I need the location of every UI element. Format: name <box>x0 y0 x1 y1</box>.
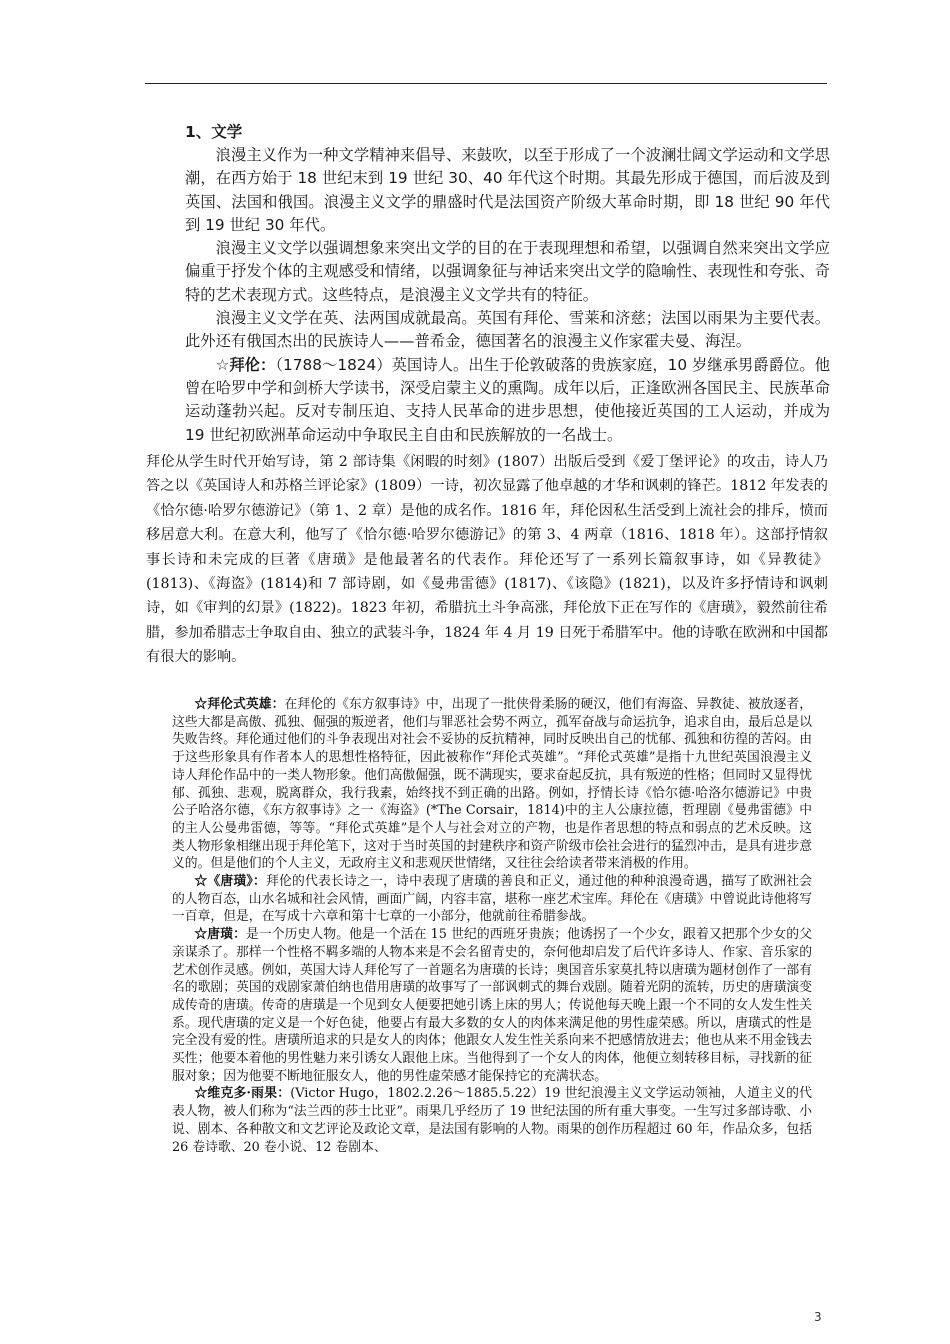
paragraph-don-juan-poem <box>172 873 812 926</box>
paragraph-romanticism-countries: 浪漫主义文学在英、法两国成就最高。英国有拜伦、雪莱和济慈；法国以雨果为主要代表。此外还有俄国杰出的民族诗人——普希金，德国著名的浪漫主义作家霍夫曼、海涅。 <box>185 309 830 351</box>
section-literature <box>185 120 830 447</box>
section-heading: 1、文学 <box>185 123 243 141</box>
paragraph-victor-hugo <box>172 1085 812 1156</box>
don-juan-poem-text: 拜伦的代表长诗之一，诗中表现了唐璜的善良和正义，通过他的种种浪漫奇遇，描写了欧洲社会的人物百态，山水名城和社会风情，画面广阔，内容丰富，堪称一座艺术宝库。拜伦在《唐璜》中曾说此诗他将写一百章，但是，在写成十六章和第十七章的一小部分，他就前往希腊参战。 <box>172 874 813 925</box>
byron-title: ☆拜伦： <box>215 355 276 374</box>
section-terms <box>172 696 812 1156</box>
byronic-hero-title: ☆拜伦式英雄： <box>194 697 285 712</box>
victor-hugo-title: ☆维克多·雨果： <box>194 1086 291 1102</box>
byron-bio-text: （1788～1824）英国诗人。出生于伦敦破落的贵族家庭，10 岁继承男爵爵位。他曾在哈罗中学和剑桥大学读书，深受启蒙主义的熏陶。成年以后，正逢欧洲各国民主、民族革命运动蓬勃兴起。反对专制压迫、支持人民革命的进步思想，使他接近英国的工人运动，并成为 19 世纪初欧洲革命运动中争取民主自由和民族解放的一名战士。 <box>185 355 830 444</box>
victor-hugo-text: (Victor Hugo，1802.2.26～1885.5.22）19 世纪浪漫主义文学运动领袖，人道主义的代表人物，被人们称为“法兰西的莎士比亚”。雨果几乎经历了 19 世纪法国的所有重大事变。一生写过多部诗歌、小说、剧本、各种散文和文艺评论及政论文章，是法国有影响的人物。雨果的创作历程超过 60 年，作品众多，包括 26 卷诗歌、20 卷小说、12 卷剧本、 <box>172 1086 812 1155</box>
paragraph-don-juan <box>172 926 812 1085</box>
section-byron-works <box>146 450 828 670</box>
don-juan-text: 是一个历史人物。他是一个活在 15 世纪的西班牙贵族；他诱拐了一个少女，跟着又把那个少女的父亲谋杀了。那样一个性格不羁多端的人物本来是不会名留青史的，奈何他却启发了后代许多诗人、作家、音乐家的艺术创作灵感。例如，英国大诗人拜伦写了一首题名为唐璜的长诗；奥国音乐家莫扎特以唐璜为题材创作了一部有名的歌剧；英国的戏剧家萧伯纳也借用唐璜的故事写了一部讽刺式的舞台戏剧。随着光阴的流转，历史的唐璜演变成传奇的唐璜。传奇的唐璜是一个见到女人便要把她引诱上床的男人；传说他每天晚上跟一个不同的女人发生性关系。现代唐璜的定义是一个好色徒，他要占有最大多数的女人的肉体来满足他的男性虚荣感。所以，唐璜式的性是完全没有爱的性。唐璜所追求的只是女人的肉体；他跟女人发生性关系向来不把感情放进去；他也从来不用金钱去买性；他要本着他的男性魅力来引诱女人跟他上床。当他得到了一个女人的肉体，他便立刻转移目标，寻找新的征服对象；因为他要不断地征服女人，他的男性虚荣感才能保持它的充满状态。 <box>172 927 813 1084</box>
page-number: 3 <box>814 1310 822 1324</box>
don-juan-poem-title: ☆《唐璜》： <box>194 874 267 890</box>
paragraph-romanticism-intro: 浪漫主义作为一种文学精神来倡导、来鼓吹，以至于形成了一个波澜壮阔文学运动和文学思潮，在西方始于 18 世纪末到 19 世纪 30、40 年代这个时期。其最先形成于德国，而后波及到英国、法国和俄国。浪漫主义文学的鼎盛时代是法国资产阶级大革命时期，即 18 世纪 90 年代到 19 世纪 30 年代。 <box>185 146 830 234</box>
byronic-hero-text: 在拜伦的《东方叙事诗》中，出现了一批侠骨柔肠的硬汉，他们有海盗、异教徒、被放逐者，这些大都是高傲、孤独、倔强的叛逆者，他们与罪恶社会势不两立，孤军奋战与命运抗争，追求自由，最后总是以失败告终。拜伦通过他们的斗争表现出对社会不妥协的反抗精神，同时反映出自己的忧郁、孤独和彷徨的苦闷。由于这些形象具有作者本人的思想性格特征，因此被称作“拜伦式英雄”。“拜伦式英雄”是指十九世纪英国浪漫主义诗人拜伦作品中的一类人物形象。他们高傲倔强，既不满现实，要求奋起反抗，具有叛逆的性格；但同时又显得忧郁、孤独、悲观，脱离群众，我行我素，始终找不到正确的出路。例如，抒情长诗《恰尔德·哈洛尔德游记》中贵公子哈洛尔德，《东方叙事诗》之一《海盗》(*The Corsair，1814)中的主人公康拉德，哲理剧《曼弗雷德》中的主人公曼弗雷德，等等。“拜伦式英雄”是个人与社会对立的产物，也是作者思想的特点和弱点的艺术反映。这类人物形象相继出现于拜伦笔下，这对于当时英国的封建秩序和资产阶级市侩社会进行的猛烈冲击，是具有进步意义的。但是他们的个人主义，无政府主义和悲观厌世情绪，又往往会给读者带来消极的作用。 <box>172 697 813 872</box>
paragraph-romanticism-features: 浪漫主义文学以强调想象来突出文学的目的在于表现理想和希望，以强调自然来突出文学应偏重于抒发个体的主观感受和情绪，以强调象征与神话来突出文学的隐喻性、表现性和夸张、奇特的艺术表现方式。这些特点，是浪漫主义文学共有的特征。 <box>185 239 830 304</box>
paragraph-byron-bio <box>185 354 830 447</box>
header-rule <box>145 83 827 84</box>
paragraph-byron-works: 拜伦从学生时代开始写诗，第 2 部诗集《闲暇的时刻》(1807）出版后受到《爱丁堡评论》的攻击，诗人乃答之以《英国诗人和苏格兰评论家》(1809）一诗，初次显露了他卓越的才华和讽刺的锋芒。1812 年发表的《恰尔德·哈罗尔德游记》（第 1、2 章）是他的成名作。1816 年，拜伦因私生活受到上流社会的排斥，愤而移居意大利。在意大利，他写了《恰尔德·哈罗尔德游记》的第 3、4 两章（1816、1818 年）。这部抒情叙事长诗和未完成的巨著《唐璜》是他最著名的代表作。拜伦还写了一系列长篇叙事诗，如《异教徒》(1813)、《海盗》(1814)和 7 部诗剧，如《曼弗雷德》(1817)、《该隐》(1821)，以及许多抒情诗和讽刺诗，如《审判的幻景》(1822)。1823 年初，希腊抗土斗争高涨，拜伦放下正在写作的《唐璜》，毅然前往希腊，参加希腊志士争取自由、独立的武装斗争，1824 年 4 月 19 日死于希腊军中。他的诗歌在欧洲和中国都有很大的影响。 <box>146 454 828 666</box>
don-juan-title: ☆唐璜： <box>194 927 246 943</box>
paragraph-byronic-hero <box>172 696 812 873</box>
